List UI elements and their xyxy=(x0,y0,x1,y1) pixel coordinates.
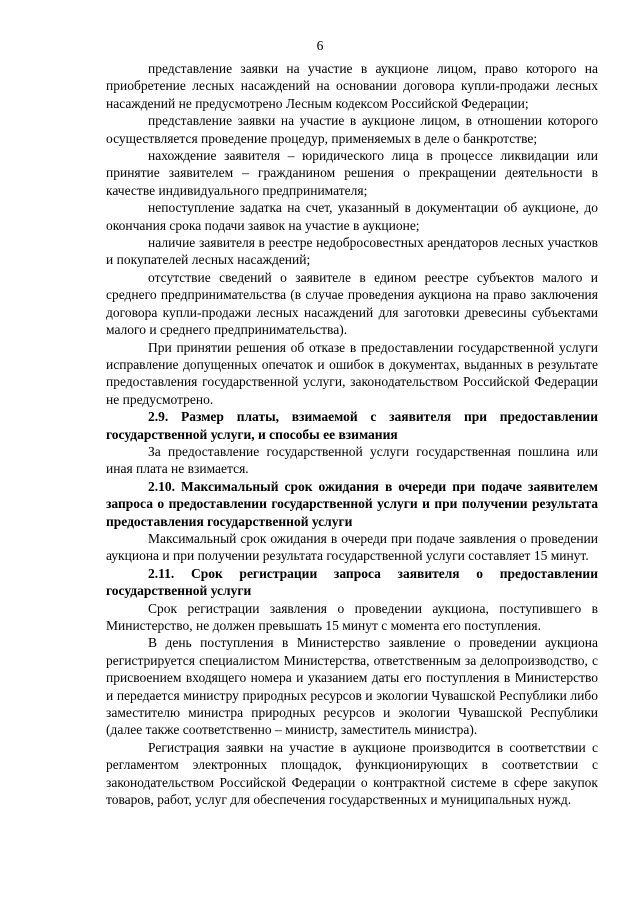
paragraph: представление заявки на участие в аукционе лицом, право которого на приобретение лесных насаждений на основании договора купли-продажи лесных насаждений не предусмотрено Лесным кодексом Российской Федерации; xyxy=(106,61,598,111)
paragraph: нахождение заявителя – юридического лица в процессе ликвидации или принятие заявителем – гражданином решения о прекращении деятельности в качестве индивидуального предпринимателя; xyxy=(106,148,598,198)
paragraph: отсутствие сведений о заявителе в едином реестре субъектов малого и среднего предпринимательства (в случае проведения аукциона на право заключения договора купли-продажи лесных насаждений для заготовки древесины субъектами малого и среднего предпринимательства). xyxy=(106,269,598,338)
section-heading: 2.9. Размер платы, взимаемой с заявителя при предоставлении государственной услуги, и способы ее взимания xyxy=(106,409,598,442)
page-number: 6 xyxy=(316,38,324,53)
paragraph: Регистрация заявки на участие в аукционе производится в соответствии с регламентом электронных площадок, функционирующих в соответствии с законодательством Российской Федерации о контрактной системе в сфере закупок товаров, работ, услуг для обеспечения государственных и муниципальных нужд. xyxy=(106,739,598,808)
document-body xyxy=(106,60,598,808)
section-heading: 2.11. Срок регистрации запроса заявителя о предоставлении государственной услуги xyxy=(106,565,598,599)
paragraph: В день поступления в Министерство заявление о проведении аукциона регистрируется специалистом Министерства, ответственным за делопроизводство, с присвоением входящего номера и указанием даты его поступления в Министерство и передается министру природных ресурсов и экологии Чувашской Республики либо заместителю министра природных ресурсов и экологии Чувашской Республики (далее также соответственно – министр, заместитель министра). xyxy=(106,635,598,738)
paragraph: наличие заявителя в реестре недобросовестных арендаторов лесных участков и покупателей лесных насаждений; xyxy=(106,235,598,268)
paragraph: При принятии решения об отказе в предоставлении государственной услуги исправление допущенных опечаток и ошибок в документах, выданных в результате предоставления государственной услуги, законодательством Российской Федерации не предусмотрено. xyxy=(106,339,598,407)
paragraph: представление заявки на участие в аукционе лицом, в отношении которого осуществляется проведение процедур, применяемых в деле о банкротстве; xyxy=(106,113,598,146)
paragraph: Срок регистрации заявления о проведении аукциона, поступившего в Министерство, не должен превышать 15 минут с момента его поступления. xyxy=(106,600,598,633)
section-heading: 2.10. Максимальный срок ожидания в очереди при подаче заявителем запроса о предоставлении государственной услуги и при получении результата предоставления государственной услуги xyxy=(106,478,598,529)
paragraph: непоступление задатка на счет, указанный в документации об аукционе, до окончания срока подачи заявок на участие в аукционе; xyxy=(106,200,598,233)
paragraph: Максимальный срок ожидания в очереди при подаче заявления о проведении аукциона и при получении результата государственной услуги составляет 15 минут. xyxy=(106,530,598,564)
paragraph: За предоставление государственной услуги государственная пошлина или иная плата не взимается. xyxy=(106,443,598,477)
